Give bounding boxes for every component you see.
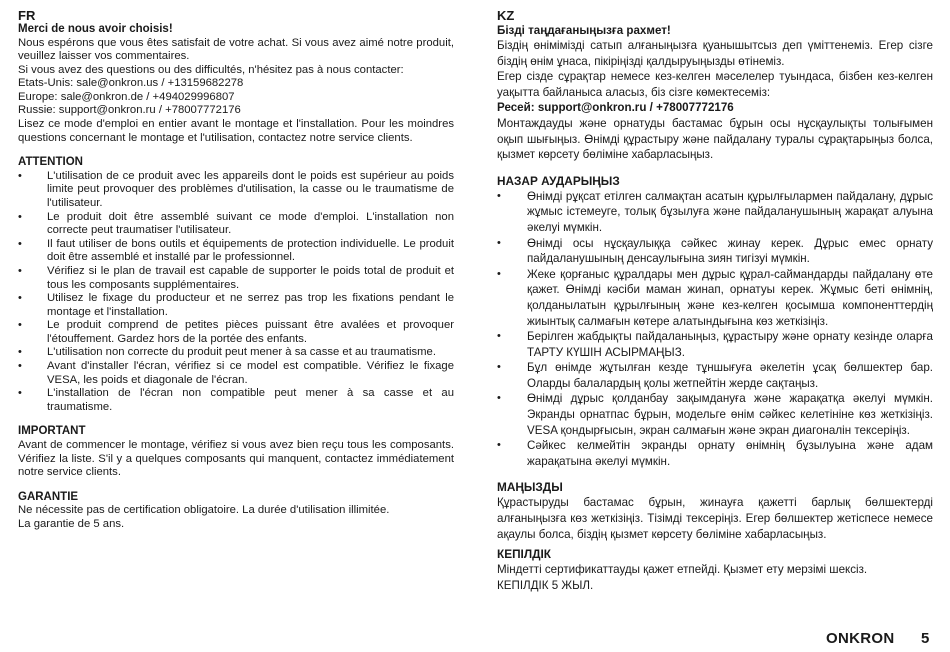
guarantee-line-kz: Міндетті сертификаттауды қажет етпейді. Қызмет ету мерзімі шексіз. bbox=[497, 563, 868, 577]
attention-list-kz bbox=[497, 189, 933, 470]
contact-intro-kz: Егер сізде сұрақтар немесе кез-келген мәселелер туындаса, бізбен кез-келген уақытта байланыса аласыз, біз сізге көмектесеміз: bbox=[497, 70, 933, 99]
french-column bbox=[18, 8, 454, 531]
important-text-kz: Құрастыруды бастамас бұрын, жинауға қажетті барлық бөлшектерді алғаныңызға көз жеткізіңіз. Тізімді тексеріңіз. Егер бөлшектер жетіспесе немесе ақаулы болса, біздің қызмет көрсету бөліміне хабарласыңыз. bbox=[497, 496, 933, 541]
list-item: • Өнімді дұрыс қолданбау зақымдануға және жарақатқа әкелуі мүмкін. Экранды орнатпас бұрын, модельге өнім сәйкес келетініне көз жеткізіңіз. VESA қондырғысын, экран салмағын және экран диагоналін тексеріңіз. bbox=[497, 391, 933, 438]
guarantee-line-kz: КЕПІЛДІК 5 ЖЫЛ. bbox=[497, 578, 594, 592]
list-item: • Сәйкес келмейтін экранды орнату өнімнің бұзылуына және адам жарақатына әкелуі мүмкін. bbox=[497, 438, 933, 469]
list-item: • L'utilisation de ce produit avec les appareils dont le poids est supérieur au poids limite peut provoquer des problèmes d'utilisation, la casse ou le traumatisme de l'utilisateur. bbox=[18, 170, 454, 211]
list-item: • Il faut utiliser de bons outils et équipements de protection individuelle. Le produit doit être assemblé et installé par le professionnel. bbox=[18, 238, 454, 265]
contact-usa-fr: Etats-Unis: sale@onkron.us / +13159682278 bbox=[18, 77, 244, 90]
list-item: • Utilisez le fixage du producteur et ne serrez pas trop les fixations pendant le montage et l'installation. bbox=[18, 292, 454, 319]
list-item: • Avant d'installer l'écran, vérifiez si ce model est compatible. Vérifiez le fixage VESA, les poids et diagonale de l'écran. bbox=[18, 360, 454, 387]
list-item: • Өнімді рұқсат етілген салмақтан асатын құрылғылармен пайдалану, дұрыс жұмыс істемеуге, толық бұзылуға және пайдаланушының жарақат алуына әкелуі мүмкін. bbox=[497, 189, 933, 236]
lang-heading-fr: FR bbox=[18, 8, 36, 23]
attention-list-fr bbox=[18, 170, 454, 415]
contact-europe-fr: Europe: sale@onkron.de / +494029996807 bbox=[18, 90, 235, 103]
guarantee-line-fr: La garantie de 5 ans. bbox=[18, 517, 125, 530]
thanks-heading-kz: Бізді таңдағаныңызға рахмет! bbox=[497, 24, 671, 37]
intro-kz: Біздің өнімімізді сатып алғаныңызға қуанышытсыз деп үміттенеміз. Егер сізге біздің өнім ұнаса, пікіріңізді қалдыруыңызды өтінеміз. bbox=[497, 39, 933, 68]
guarantee-heading-fr: GARANTIE bbox=[18, 490, 79, 503]
important-text-fr: Avant de commencer le montage, vérifiez si vous avez bien reçu tous les composants. Vérifiez la liste. S'il y a quelques composants qui manquent, contactez immédiatement notre service clients. bbox=[18, 438, 454, 479]
thanks-heading-fr: Merci de nous avoir choisis! bbox=[18, 23, 173, 35]
contact-intro-text-fr: Si vous avez des questions ou des difficultés, n'hésitez pas à nous contacter: bbox=[18, 63, 404, 76]
guarantee-heading-kz: КЕПІЛДІК bbox=[497, 547, 551, 562]
important-heading-fr: IMPORTANT bbox=[18, 425, 86, 438]
list-item: • L'installation de l'écran non compatible peut mener à sa casse et au traumatisme. bbox=[18, 387, 454, 414]
read-manual-fr: Lisez ce mode d'emploi en entier avant le montage et l'installation. Pour les moindres questions concernant le montage et l'utilisation, contactez notre service clients. bbox=[18, 118, 454, 144]
important-heading-kz: МАҢЫЗДЫ bbox=[497, 480, 563, 495]
contact-russia-kz: Ресей: support@onkron.ru / +78007772176 bbox=[497, 101, 734, 115]
read-manual-kz: Монтаждауды және орнатуды бастамас бұрын осы нұсқаулықты толығымен оқып шығыңыз. Өнімді құрастыру және пайдалану туралы сұрақтарыңыз болса, қызмет көрсету бөліміне хабарласыңыз. bbox=[497, 116, 933, 162]
list-item: • Жеке қорғаныс құралдары мен дұрыс құрал-саймандарды пайдалану өте қажет. Өнімді кәсіби маман жинап, орнатуы керек. Жұмыс беті өнімнің, қолданылатын құрылғының және кез-келген қосымша компоненттердің жиынтық салмағын көтере алатындығына көз жеткізіңіз. bbox=[497, 267, 933, 329]
guarantee-line-fr: Ne nécessite pas de certification obligatoire. La durée d'utilisation illimitée. bbox=[18, 504, 390, 517]
guarantee-text-kz bbox=[497, 562, 933, 593]
attention-heading-fr: ATTENTION bbox=[18, 156, 83, 169]
list-item: • Vérifiez si le plan de travail est capable de supporter le poids total de produit et tous les composants supplémentaires. bbox=[18, 265, 454, 292]
contact-intro-fr bbox=[18, 64, 454, 118]
kazakh-column bbox=[497, 8, 933, 593]
list-item: • Бұл өнімде жұтылған кезде тұншығуға әкелетін ұсақ бөлшектер бар. Оларды балалардың қолы жетпейтін жерде сақтаңыз. bbox=[497, 360, 933, 391]
list-item: • Le produit doit être assemblé suivant ce mode d'emploi. L'installation non correcte peut traumatiser l'utilisateur. bbox=[18, 211, 454, 238]
guarantee-text-fr bbox=[18, 504, 454, 531]
list-item: • L'utilisation non correcte du produit peut mener à sa casse et au traumatisme. bbox=[18, 346, 454, 360]
contact-russia-fr: Russie: support@onkron.ru / +78007772176 bbox=[18, 104, 241, 117]
lang-heading-kz: KZ bbox=[497, 8, 515, 23]
list-item: • Берілген жабдықты пайдаланыңыз, құрастыру және орнату кезінде оларға ТАРТУ КҮШІН АСЫРМАҢЫЗ. bbox=[497, 329, 933, 360]
list-item: • Le produit comprend de petites pièces puissant être avalées et provoquer l'étouffement. Gardez hors de la portée des enfants. bbox=[18, 319, 454, 346]
list-item: • Өнімді осы нұсқаулыққа сәйкес жинау керек. Дұрыс емес орнату пайдаланушының денсаулығына зиян тигізуі мүмкін. bbox=[497, 236, 933, 267]
attention-heading-kz: НАЗАР АУДАРЫҢЫЗ bbox=[497, 173, 620, 188]
intro-fr: Nous espérons que vous êtes satisfait de votre achat. Si vous avez aimé notre produit, veuillez laisser vos commentaires. bbox=[18, 36, 454, 63]
page-number: 5 bbox=[921, 630, 930, 647]
onkron-logo: ONKRON bbox=[826, 630, 895, 647]
